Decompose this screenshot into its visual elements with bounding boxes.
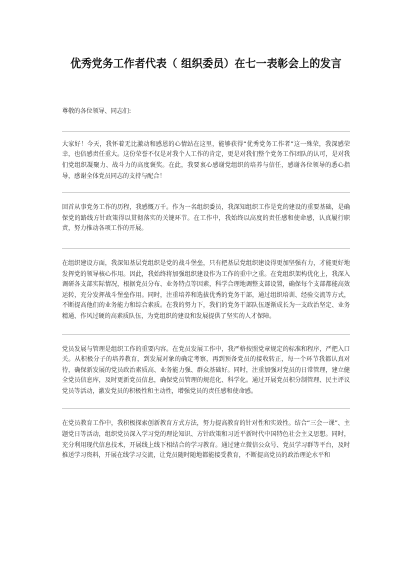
document-title: 优秀党务工作者代表（ 组织委员）在七一表彰会上的发言 xyxy=(70,58,342,70)
section-divider xyxy=(62,334,350,335)
section-divider xyxy=(62,131,350,132)
paragraph-opening: 大家好！今天，我怀着无比激动和感恩的心情站在这里，能够获得“优秀党务工作者”这一殊荣，我深感荣幸，也倍感责任重大。这份荣誉不仅是对我个人工作的肯定，更是对我们整个党务工作团队的认可，是对我们党组织凝聚力、战斗力的高度褒奖。在此，我要衷心感谢党组织的培养与信任，感谢各位领导的悉心指导，感谢全体党员同志的支持与配合！ xyxy=(62,140,350,180)
section-divider xyxy=(62,192,350,193)
paragraph-organization-building: 在组织建设方面，我深知基层党组织是党的战斗堡垒，只有把基层党组织建设得更加坚强有力，才能更好地发挥党的领导核心作用。因此，我始终将加强组织建设作为工作的重中之重。在党组织架构优化上，我深入调研各支部实际情况，根据党员分布、业务特点等因素，科学合理地调整支部设置，确保每个支部都能高效运转，充分发挥战斗堡垒作用。同时，注重培养和选拔优秀的党务干部，通过组织培训、经验交流等方式，不断提高他们的业务能力和综合素质。在我的努力下，我们的党务干部队伍逐渐成长为一支政治坚定、业务精通、作风过硬的高素质队伍，为党组织的建设和发展提供了坚实的人才保障。 xyxy=(62,259,350,320)
paragraph-review: 回首从事党务工作的历程，我感慨万千。作为一名组织委员，我深知组织工作是党的建设的重要基础，是确保党的路线方针政策得以贯彻落实的关键环节。在工作中，我始终以高度的责任感和使命感，认真履行职责，努力推动各项工作的开展。 xyxy=(62,204,350,233)
section-divider xyxy=(62,408,350,409)
salutation: 尊敬的各位领导、同志们: xyxy=(62,108,132,115)
paragraph-member-management: 党员发展与管理是组织工作的重要内容。在党员发展工作中，我严格按照党章规定的标准和程序，严把入口关。从积极分子的培养教育，到发展对象的确定考察，再到预备党员的接收转正，每一个环节我都认真对待，确保新发展的党员政治素质高、业务能力强、群众基础好。同时，注重加强对党员的日常管理，建立健全党员信息库，及时更新党员信息，确保党员管理的规范化、科学化。通过开展党员积分制管理、民主评议党员等活动，激发党员的积极性和主动性，增强党员的责任感和使命感。 xyxy=(62,345,350,395)
paragraph-member-education: 在党员教育工作中，我积极探索创新教育方式方法，努力提高教育的针对性和实效性。结合“三会一课”、主题党日等活动，组织党员深入学习党的理论知识、方针政策和习近平新时代中国特色社会主义思想。同时，充分利用现代信息技术，开展线上线下相结合的学习教育。通过建立微信公众号、党员学习群等平台，及时推送学习资料，开展在线学习交流，让党员随时随地都能接受教育，不断提高党员的政治理论水平和 xyxy=(62,420,350,460)
section-divider xyxy=(62,248,350,249)
